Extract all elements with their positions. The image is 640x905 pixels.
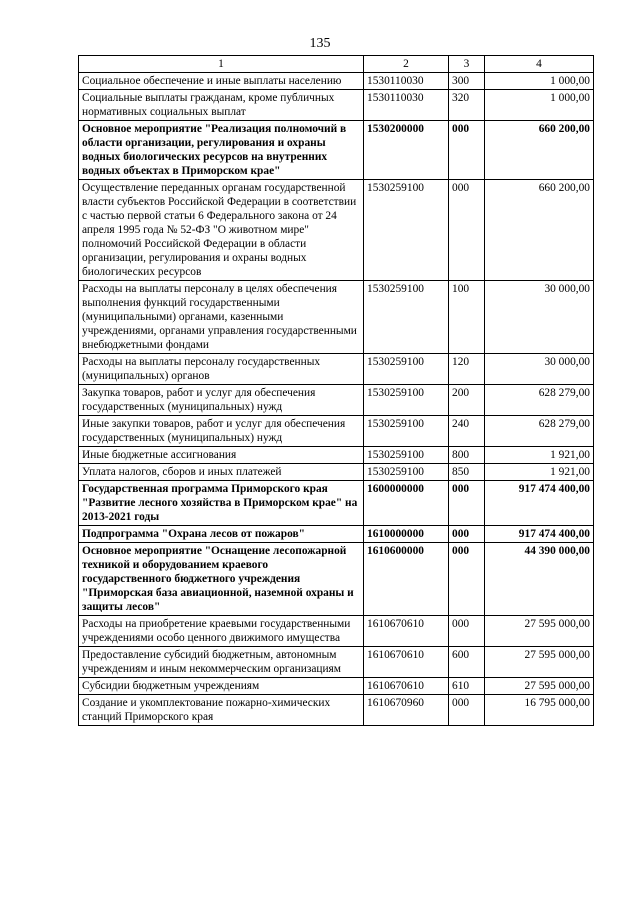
row-type-cell: 320 xyxy=(449,90,485,121)
row-code-cell: 1530200000 xyxy=(364,121,449,180)
row-type-cell: 000 xyxy=(449,526,485,543)
row-code-cell: 1530259100 xyxy=(364,180,449,281)
table-row xyxy=(79,543,594,616)
row-name-cell: Расходы на выплаты персоналу государственных (муниципальных) органов xyxy=(79,354,364,385)
table-header-row xyxy=(79,56,594,73)
row-code-cell: 1610670960 xyxy=(364,695,449,726)
row-name-cell: Субсидии бюджетным учреждениям xyxy=(79,678,364,695)
table-row xyxy=(79,90,594,121)
row-name-cell: Основное мероприятие "Реализация полномочий в области организации, регулирования и охраны водных биологических ресурсов на внутренних водных объектах в Приморском крае" xyxy=(79,121,364,180)
table-row xyxy=(79,354,594,385)
row-sum-cell: 44 390 000,00 xyxy=(485,543,594,616)
header-cell-sum: 4 xyxy=(485,56,594,73)
row-type-cell: 000 xyxy=(449,695,485,726)
row-type-cell: 200 xyxy=(449,385,485,416)
row-type-cell: 000 xyxy=(449,543,485,616)
header-cell-type: 3 xyxy=(449,56,485,73)
row-sum-cell: 628 279,00 xyxy=(485,385,594,416)
row-type-cell: 850 xyxy=(449,464,485,481)
row-name-cell: Социальное обеспечение и иные выплаты населению xyxy=(79,73,364,90)
table-row xyxy=(79,647,594,678)
row-sum-cell: 1 921,00 xyxy=(485,447,594,464)
table-row xyxy=(79,481,594,526)
row-name-cell: Уплата налогов, сборов и иных платежей xyxy=(79,464,364,481)
row-code-cell: 1610600000 xyxy=(364,543,449,616)
row-name-cell: Создание и укомплектование пожарно-химических станций Приморского края xyxy=(79,695,364,726)
row-type-cell: 000 xyxy=(449,121,485,180)
row-code-cell: 1530259100 xyxy=(364,281,449,354)
row-sum-cell: 1 921,00 xyxy=(485,464,594,481)
page-number: 135 xyxy=(309,36,331,51)
budget-table xyxy=(78,55,594,726)
row-name-cell: Расходы на выплаты персоналу в целях обеспечения выполнения функций государственными (муниципальными) органами, казенными учреждениями, органами управления государственными внебюджетными фондами xyxy=(79,281,364,354)
table-row xyxy=(79,281,594,354)
table-row xyxy=(79,616,594,647)
row-sum-cell: 660 200,00 xyxy=(485,121,594,180)
header-cell-name: 1 xyxy=(79,56,364,73)
row-sum-cell: 16 795 000,00 xyxy=(485,695,594,726)
table-row xyxy=(79,526,594,543)
row-code-cell: 1530110030 xyxy=(364,90,449,121)
row-type-cell: 100 xyxy=(449,281,485,354)
row-name-cell: Предоставление субсидий бюджетным, автономным учреждениям и иным некоммерческим организациям xyxy=(79,647,364,678)
row-type-cell: 800 xyxy=(449,447,485,464)
row-type-cell: 000 xyxy=(449,180,485,281)
table-row xyxy=(79,385,594,416)
row-sum-cell: 30 000,00 xyxy=(485,354,594,385)
row-code-cell: 1530259100 xyxy=(364,447,449,464)
row-code-cell: 1610670610 xyxy=(364,678,449,695)
row-name-cell: Иные бюджетные ассигнования xyxy=(79,447,364,464)
row-name-cell: Основное мероприятие "Оснащение лесопожарной техникой и оборудованием краевого государственного бюджетного учреждения "Приморская база авиационной, наземной охраны и защиты лесов" xyxy=(79,543,364,616)
row-name-cell: Подпрограмма "Охрана лесов от пожаров" xyxy=(79,526,364,543)
row-type-cell: 600 xyxy=(449,647,485,678)
row-sum-cell: 27 595 000,00 xyxy=(485,678,594,695)
row-code-cell: 1530259100 xyxy=(364,385,449,416)
row-code-cell: 1610000000 xyxy=(364,526,449,543)
row-name-cell: Государственная программа Приморского края "Развитие лесного хозяйства в Приморском крае" на 2013-2021 годы xyxy=(79,481,364,526)
row-name-cell: Осуществление переданных органам государственной власти субъектов Российской Федерации в соответствии с частью первой статьи 6 Федерального закона от 24 апреля 1995 года № 52-ФЗ "О животном мире" полномочий Российской Федерации в области организации, регулирования и охраны водных биологических ресурсов xyxy=(79,180,364,281)
row-type-cell: 300 xyxy=(449,73,485,90)
table-row xyxy=(79,695,594,726)
table-row xyxy=(79,464,594,481)
row-code-cell: 1530259100 xyxy=(364,416,449,447)
row-name-cell: Социальные выплаты гражданам, кроме публичных нормативных социальных выплат xyxy=(79,90,364,121)
row-sum-cell: 1 000,00 xyxy=(485,90,594,121)
table-row xyxy=(79,447,594,464)
row-name-cell: Иные закупки товаров, работ и услуг для обеспечения государственных (муниципальных) нужд xyxy=(79,416,364,447)
row-code-cell: 1610670610 xyxy=(364,616,449,647)
row-sum-cell: 660 200,00 xyxy=(485,180,594,281)
row-code-cell: 1530259100 xyxy=(364,354,449,385)
row-sum-cell: 27 595 000,00 xyxy=(485,616,594,647)
table-row xyxy=(79,416,594,447)
table-row xyxy=(79,678,594,695)
row-sum-cell: 628 279,00 xyxy=(485,416,594,447)
row-type-cell: 610 xyxy=(449,678,485,695)
row-code-cell: 1610670610 xyxy=(364,647,449,678)
row-sum-cell: 917 474 400,00 xyxy=(485,481,594,526)
row-sum-cell: 917 474 400,00 xyxy=(485,526,594,543)
row-sum-cell: 1 000,00 xyxy=(485,73,594,90)
row-type-cell: 000 xyxy=(449,481,485,526)
row-code-cell: 1530110030 xyxy=(364,73,449,90)
row-type-cell: 000 xyxy=(449,616,485,647)
row-code-cell: 1530259100 xyxy=(364,464,449,481)
row-sum-cell: 27 595 000,00 xyxy=(485,647,594,678)
row-code-cell: 1600000000 xyxy=(364,481,449,526)
table-row xyxy=(79,180,594,281)
row-type-cell: 240 xyxy=(449,416,485,447)
row-name-cell: Расходы на приобретение краевыми государственными учреждениями особо ценного движимого имущества xyxy=(79,616,364,647)
table-row xyxy=(79,73,594,90)
row-sum-cell: 30 000,00 xyxy=(485,281,594,354)
table-row xyxy=(79,121,594,180)
row-type-cell: 120 xyxy=(449,354,485,385)
header-cell-code: 2 xyxy=(364,56,449,73)
row-name-cell: Закупка товаров, работ и услуг для обеспечения государственных (муниципальных) нужд xyxy=(79,385,364,416)
